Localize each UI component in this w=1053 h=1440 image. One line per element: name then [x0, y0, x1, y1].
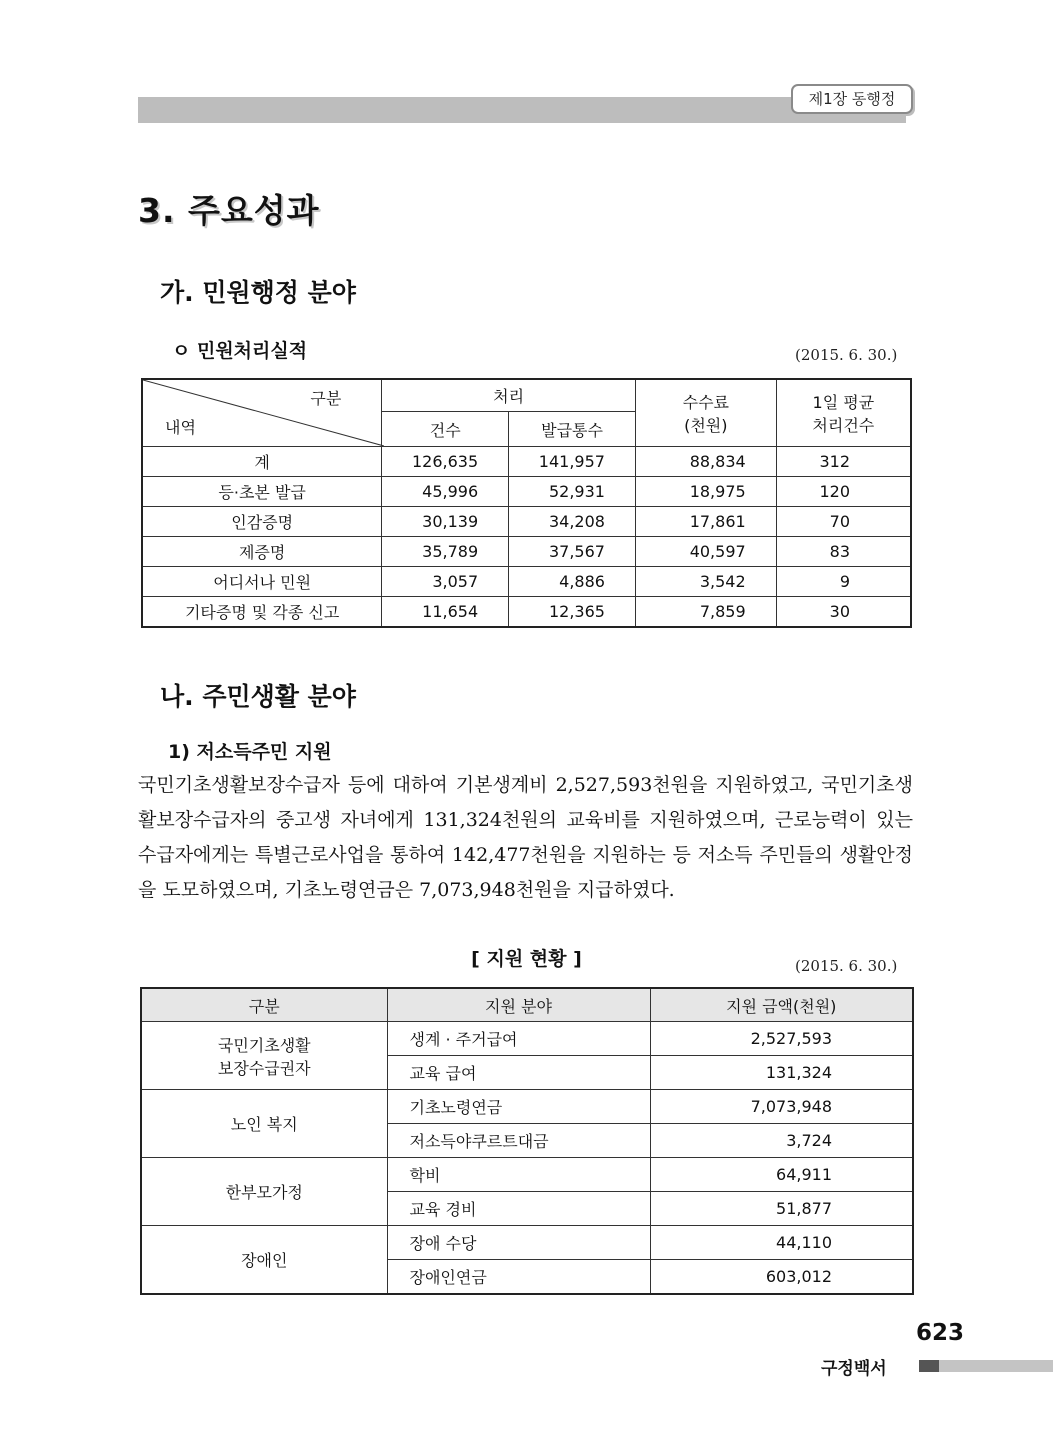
- page-number: 623: [916, 1320, 965, 1346]
- col-header-amount: 지원 금액(천원): [650, 988, 913, 1022]
- chapter-tab: 제1장 동행정: [791, 84, 913, 114]
- row-issued: 34,208: [509, 507, 636, 537]
- row-count: 3,057: [382, 567, 509, 597]
- fee-line2: (천원): [684, 416, 728, 435]
- corner-bottom-label: 내역: [165, 418, 196, 437]
- table-row: [141, 1022, 913, 1056]
- support-amount: 3,724: [650, 1124, 913, 1158]
- page-title: 3. 주요성과: [138, 191, 320, 230]
- table-row: [142, 477, 911, 507]
- support-paragraph: 국민기초생활보장수급자 등에 대하여 기본생계비 2,527,593천원을 지원하였고, 국민기초생활보장수급자의 중고생 자녀에게 131,324천원의 교육비를 지원하였으며, 근로능력이 있는 수급자에게는 특별근로사업을 통하여 142,477천원을 지원하는 등 저소득 주민들의 생활안정을 도모하였으며, 기초노령연금은 7,073,948천원을 지급하였다.: [138, 774, 913, 901]
- table-row: [142, 567, 911, 597]
- col-header-fee: [635, 379, 776, 447]
- support-field: 장애 수당: [387, 1226, 650, 1260]
- row-avg: 70: [776, 507, 911, 537]
- col-header-process: 처리: [382, 379, 636, 412]
- section-a-subheading: ㅇ 민원처리실적: [172, 340, 308, 362]
- footer-bar-light: [939, 1360, 1053, 1372]
- row-count: 45,996: [382, 477, 509, 507]
- row-label: 기타증명 및 각종 신고: [142, 597, 382, 628]
- avg-line2: 처리건수: [812, 416, 875, 435]
- table-row: [141, 1226, 913, 1260]
- support-field: 저소득야쿠르트대금: [387, 1124, 650, 1158]
- table-row: [142, 537, 911, 567]
- support-amount: 64,911: [650, 1158, 913, 1192]
- support-amount: 51,877: [650, 1192, 913, 1226]
- row-issued: 37,567: [509, 537, 636, 567]
- row-label: 등·초본 발급: [142, 477, 382, 507]
- row-label: 어디서나 민원: [142, 567, 382, 597]
- row-avg: 312: [776, 447, 911, 477]
- group-label-line1: 국민기초생활: [217, 1035, 311, 1055]
- table-row: [142, 597, 911, 628]
- row-label: 인감증명: [142, 507, 382, 537]
- row-fee: 88,834: [635, 447, 776, 477]
- group-label: [141, 1226, 387, 1295]
- row-count: 30,139: [382, 507, 509, 537]
- row-issued: 141,957: [509, 447, 636, 477]
- group-label-line1: 노인 복지: [230, 1115, 298, 1134]
- table-row: [141, 1158, 913, 1192]
- col-header-group: 구분: [141, 988, 387, 1022]
- row-fee: 18,975: [635, 477, 776, 507]
- support-status-table: [140, 987, 914, 1295]
- support-amount: 603,012: [650, 1260, 913, 1295]
- table-caption: [ 지원 현황 ]: [471, 948, 582, 970]
- table-row: [142, 447, 911, 477]
- book-title: 구정백서: [821, 1359, 887, 1379]
- section-a-date: (2015. 6. 30.): [795, 346, 898, 364]
- table-row: [141, 1090, 913, 1124]
- row-fee: 40,597: [635, 537, 776, 567]
- support-amount: 2,527,593: [650, 1022, 913, 1056]
- support-amount: 44,110: [650, 1226, 913, 1260]
- row-avg: 9: [776, 567, 911, 597]
- row-avg: 83: [776, 537, 911, 567]
- table-row: [142, 507, 911, 537]
- support-field: 생계 · 주거급여: [387, 1022, 650, 1056]
- table-corner-cell: [142, 379, 382, 447]
- group-label: [141, 1090, 387, 1158]
- civil-affairs-table: [141, 378, 912, 628]
- avg-line1: 1일 평균: [812, 393, 875, 412]
- support-amount: 131,324: [650, 1056, 913, 1090]
- row-issued: 52,931: [509, 477, 636, 507]
- row-avg: 30: [776, 597, 911, 628]
- group-label-line1: 장애인: [241, 1251, 288, 1270]
- row-fee: 7,859: [635, 597, 776, 628]
- row-issued: 12,365: [509, 597, 636, 628]
- group-label-line1: 한부모가정: [225, 1183, 303, 1202]
- support-field: 교육 경비: [387, 1192, 650, 1226]
- col-header-count: 건수: [382, 412, 509, 447]
- col-header-avg: [776, 379, 911, 447]
- row-fee: 17,861: [635, 507, 776, 537]
- section-b-date: (2015. 6. 30.): [795, 957, 898, 975]
- support-field: 장애인연금: [387, 1260, 650, 1295]
- group-label: [141, 1022, 387, 1090]
- group-label-line2: 보장수급권자: [217, 1058, 311, 1078]
- row-label: 제증명: [142, 537, 382, 567]
- support-field: 학비: [387, 1158, 650, 1192]
- support-field: 교육 급여: [387, 1056, 650, 1090]
- row-fee: 3,542: [635, 567, 776, 597]
- row-count: 35,789: [382, 537, 509, 567]
- row-label: 계: [142, 447, 382, 477]
- row-issued: 4,886: [509, 567, 636, 597]
- row-count: 11,654: [382, 597, 509, 628]
- row-count: 126,635: [382, 447, 509, 477]
- support-field: 기초노령연금: [387, 1090, 650, 1124]
- section-b-heading: 나. 주민생활 분야: [160, 682, 356, 711]
- col-header-field: 지원 분야: [387, 988, 650, 1022]
- col-header-issued: 발급통수: [509, 412, 636, 447]
- section-b-subheading: 1) 저소득주민 지원: [168, 741, 332, 763]
- footer-bar-dark: [919, 1360, 939, 1372]
- fee-line1: 수수료: [682, 393, 729, 412]
- corner-top-label: 구분: [310, 389, 342, 408]
- support-amount: 7,073,948: [650, 1090, 913, 1124]
- section-a-heading: 가. 민원행정 분야: [160, 278, 356, 307]
- group-label: [141, 1158, 387, 1226]
- row-avg: 120: [776, 477, 911, 507]
